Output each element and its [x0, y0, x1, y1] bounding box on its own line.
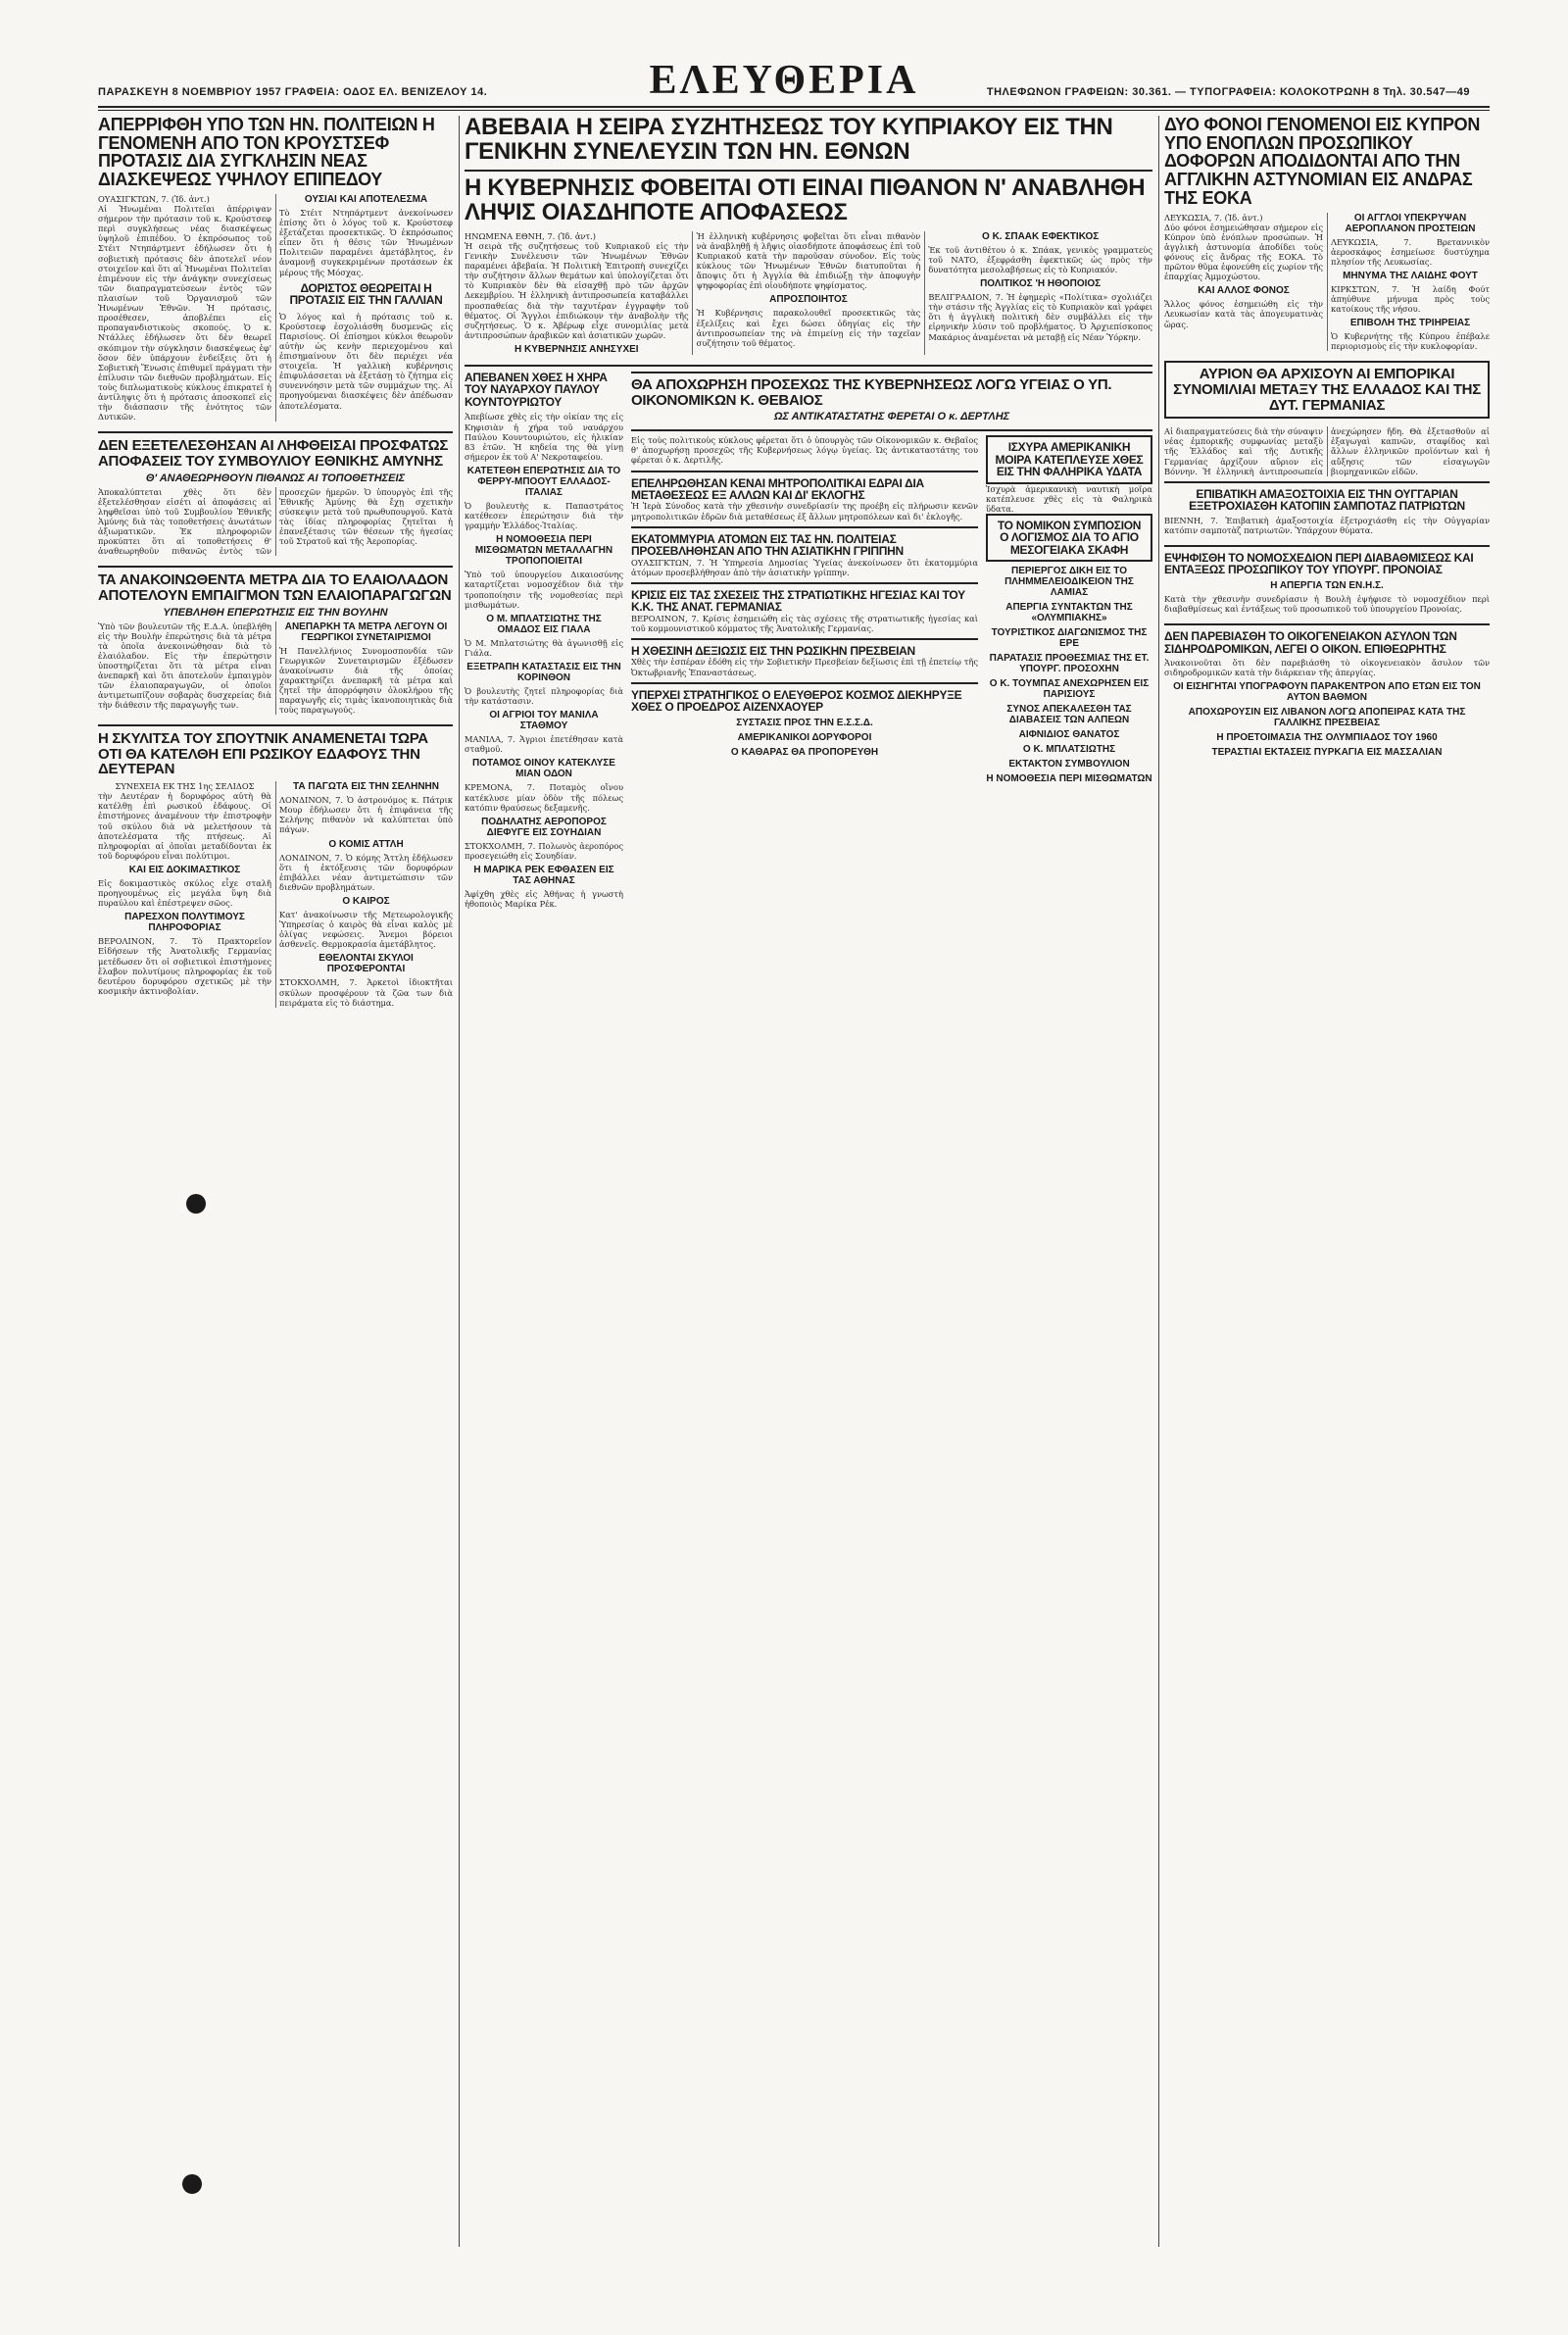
article-body: Ἡ Ἱερὰ Σύνοδος κατὰ τὴν χθεσινὴν συνεδρίασίν της προέβη εἰς πλήρωσιν κενῶν μητροπολιτικῶν ἑδρῶν διὰ μεταθέσεως ἐξ ἄλλων μητροπόλεων καὶ δι' ἐκλογῆς. — [631, 501, 978, 522]
story-divider — [465, 365, 1152, 367]
subheading: Η ΚΥΒΕΡΝΗΣΙΣ ΑΝΗΣΥΧΕΙ — [514, 344, 639, 356]
middle-subcolumn-left — [465, 372, 623, 909]
lead-headline: ΑΒΕΒΑΙΑ Η ΣΕΙΡΑ ΣΥΖΗΤΗΣΕΩΣ ΤΟΥ ΚΥΠΡΙΑΚΟΥ ΕΙΣ ΤΗΝ ΓΕΝΙΚΗΝ ΣΥΝΕΛΕΥΣΙΝ ΤΩΝ ΗΝ. ΕΘΝΩΝ — [465, 116, 1113, 165]
subheading: ΕΞΕΤΡΑΠΗ ΚΑΤΑΣΤΑΣΙΣ ΕΙΣ ΤΗΝ ΚΟΡΙΝΘΟΝ — [466, 661, 621, 683]
left-column — [98, 116, 453, 2247]
dateline: ΟΥΑΣΙΓΚΤΩΝ, 7. (Ἰδ. ἀντ.) — [98, 193, 210, 204]
newspaper-title: ΕΛΕΥΘΕΡΙΑ — [649, 58, 919, 103]
article-body: ΚΙΡΚΣΤΩΝ, 7. Ἡ λαίδη Φούτ ἀπηύθυνε μήνυμα πρὸς τοὺς κατοίκους τῆς νήσου. — [1331, 283, 1490, 315]
masthead-phones: ΤΗΛΕΦΩΝΟΝ ΓΡΑΦΕΙΩΝ: 30.361. — ΤΥΠΟΓΡΑΦΕΙΑ: ΚΟΛΟΚΟΤΡΩΝΗ 8 Τηλ. 30.547—49 — [986, 86, 1470, 98]
article-body: Ἡ Κυβέρνησις παρακολουθεῖ προσεκτικῶς τὰς ἐξελίξεις καὶ ἔχει δώσει ὁδηγίας εἰς τὴν ἀντιπροσωπείαν της νὰ ἐπιμείνῃ εἰς τὴν ταχεῖαν συζήτησιν τοῦ θέματος. — [696, 308, 921, 348]
right-column — [1164, 116, 1490, 2247]
article-body: Ὑπὸ τοῦ ὑπουργείου Δικαιοσύνης καταρτίζεται νομοσχέδιον διὰ τὴν τροποποίησιν τῆς νομοθεσίας περὶ μισθωμάτων. — [465, 570, 623, 610]
subheading: ΠΑΡΑΤΑΣΙΣ ΠΡΟΘΕΣΜΙΑΣ ΤΗΣ ΕΤ. ΥΠΟΥΡΓ. ΠΡΟΣΟΧΗΝ — [989, 653, 1150, 675]
subheading: ΟΙ ΑΓΡΙΟΙ ΤΟΥ ΜΑΝΙΛΑ ΣΤΑΘΜΟΥ — [489, 710, 599, 732]
article-body: ΜΑΝΙΛΑ, 7. Ἀγριοι ἐπετέθησαν κατὰ σταθμοῦ. — [465, 734, 623, 755]
article-body: Ἰσχυρὰ ἀμερικανικὴ ναυτικὴ μοῖρα κατέπλευσε χθὲς εἰς τὰ Φαληρικὰ ὕδατα. — [986, 483, 1152, 514]
article-body: Αἱ διαπραγματεύσεις διὰ τὴν σύναψιν νέας ἐμπορικῆς συμφωνίας μεταξὺ τῆς Ἑλλάδος καὶ τῆς Δυτικῆς Γερμανίας ἀρχίζουν αὔριον εἰς Βόννην. Ἡ ἑλληνικὴ ἀντιπροσωπεία ἀνεχώρησεν ἤδη. Θὰ ἐξετασθοῦν αἱ ἐξαγωγαὶ καπνῶν, σταφίδος καὶ ἄλλων ἑλληνικῶν προϊόντων καὶ ἡ αὔξησις τῶν εἰσαγωγῶν βιομηχανικῶν εἰδῶν. — [1164, 426, 1490, 476]
article-body: ΚΡΕΜΟΝΑ, 7. Ποταμὸς οἴνου κατέκλυσε μίαν ὁδὸν τῆς πόλεως κατόπιν θραύσεως δεξαμενῆς. — [465, 782, 623, 813]
article-body: τὴν Δευτέραν ἡ δορυφόρος αὐτὴ θὰ κατέλθῃ ἐπὶ ρωσικοῦ ἐδάφους. Οἱ ἐπιστήμονες ἀναμένουν τὴν ἐπιστροφὴν τοῦ σκύλου διὰ νὰ μελετήσουν τὰ ἀποτελέσματα τῆς πτήσεως. Αἱ πληροφορίαι αἱ ὁποῖαι μεταδίδονται ἐκ τοῦ δορυφόρου εἶναι πολύτιμοι. — [98, 791, 271, 861]
article-body: Ἀποκαλύπτεται χθὲς ὅτι δὲν ἐξετελέσθησαν εἰσέτι αἱ ἀποφάσεις αἱ ληφθεῖσαι ὑπὸ τοῦ Συμβουλίου Ἐθνικῆς Ἀμύνης διὰ τὰς τοποθετήσεις ἀνωτάτων ἀξιωματικῶν. Ἐκ πληροφοριῶν προκύπτει ὅτι αἱ τοποθετήσεις θ' ἀναθεωρηθοῦν πιθανῶς ἐντὸς τῶν προσεχῶν ἡμερῶν. Ὁ ὑπουργὸς ἐπὶ τῆς Ἐθνικῆς Ἀμύνης θὰ ἔχῃ σχετικὴν σύσκεψιν μετὰ τοῦ πρωθυπουργοῦ. Κατὰ τὰς ἰδίας πληροφορίας ζητεῖται ἡ ἐπανεξέτασις τῶν θέσεων τῆς ἡγεσίας τοῦ Στρατοῦ καὶ τῆς Ἀεροπορίας. — [98, 486, 453, 557]
subheading: ΑΜΕΡΙΚΑΝΙΚΟΙ ΔΟΡΥΦΟΡΟΙ — [737, 731, 872, 743]
story-defense-council — [98, 438, 453, 556]
headline: ΕΠΕΛΗΡΩΘΗΣΑΝ ΚΕΝΑΙ ΜΗΤΡΟΠΟΛΙΤΙΚΑΙ ΕΔΡΑΙ ΔΙΑ ΜΕΤΑΘΕΣΕΩΣ ΕΞ ΑΛΛΩΝ ΚΑΙ ΔΙ' ΕΚΛΟΓΗΣ — [631, 475, 924, 502]
subheading: Η ΑΠΕΡΓΙΑ ΤΩΝ ΕΝ.Η.Σ. — [1270, 579, 1384, 591]
article-body: Ἐκ τοῦ ἀντιθέτου ὁ κ. Σπάακ, γενικὸς γραμματεὺς τοῦ ΝΑΤΟ, ἐξεφράσθη ἐφεκτικῶς ὡς πρὸς τὴν δυνατότητα μεσολαβήσεως εἰς τὸ Κυπριακόν. — [928, 244, 1152, 275]
headline: ΥΠΕΡΧΕΙ ΣΤΡΑΤΗΓΙΚΟΣ Ο ΕΛΕΥΘΕΡΟΣ ΚΟΣΜΟΣ ΔΙΕΚΗΡΥΞΕ ΧΘΕΣ Ο ΠΡΟΕΔΡΟΣ ΑΙΖΕΝΧΑΟΥΕΡ — [631, 687, 962, 715]
subheading: ΕΘΕΛΟΝΤΑΙ ΣΚΥΛΟΙ ΠΡΟΣΦΕΡΟΝΤΑΙ — [318, 953, 414, 975]
story-olive-oil — [98, 572, 453, 715]
deck: ΩΣ ΑΝΤΙΚΑΤΑΣΤΑΤΗΣ ΦΕΡΕΤΑΙ Ο κ. ΔΕΡΤΛΗΣ — [773, 411, 1010, 423]
story-divider — [1164, 623, 1490, 625]
article-body: Ἡ Πανελλήνιος Συνομοσπονδία τῶν Γεωργικῶν Συνεταιρισμῶν ἐξέδωσεν ἀνακοίνωσιν διὰ τῆς ὁποίας χαρακτηρίζει ἀνεπαρκῆ τὰ μέτρα καὶ ζητεῖ τὴν ἀπορρόφησιν ὁλοκλήρου τῆς παραγωγῆς εἰς τιμὰς ἱκανοποιητικὰς διὰ τοὺς παραγωγούς. — [279, 645, 453, 716]
story-divider — [631, 526, 978, 528]
article-body: ΟΥΑΣΙΓΚΤΩΝ, 7. Ἡ Ὑπηρεσία Δημοσίας Ὑγείας ἀνεκοίνωσεν ὅτι ἑκατομμύρια ἀτόμων προσεβλήθησαν ἀπὸ τὴν ἀσιατικὴν γρίππην. — [631, 557, 978, 577]
subheading: Η ΝΟΜΟΘΕΣΙΑ ΠΕΡΙ ΜΙΣΘΩΜΑΤΩΝ ΜΕΤΑΛΛΑΓΗΝ ΤΡΟΠΟΠΟΙΕΙΤΑΙ — [474, 534, 613, 568]
subheading: ΠΟΔΗΛΑΤΗΣ ΑΕΡΟΠΟΡΟΣ ΔΙΕΦΥΓΕ ΕΙΣ ΣΟΥΗΔΙΑΝ — [481, 816, 607, 838]
subheading: ΤΟΥΡΙΣΤΙΚΟΣ ΔΙΑΓΩΝΙΣΜΟΣ ΤΗΣ ΕΡΕ — [991, 627, 1148, 650]
article-body: ΛΟΝΔΙΝΟΝ, 7. Ὁ ἀστρονόμος κ. Πάτρικ Μουρ ἐδήλωσεν ὅτι ἡ ἐπιφάνεια τῆς Σελήνης πιθανὸν νὰ καλύπτεται ὑπὸ πάγων. — [279, 795, 453, 835]
story-thevaios — [631, 372, 1152, 431]
subheading: Ο ΚΑΘΑΡΑΣ ΘΑ ΠΡΟΠΟΡΕΥΘΗ — [730, 746, 879, 758]
article-body: ΣΤΟΚΧΟΛΜΗ, 7. Πολωνὸς ἀεροπόρος προσεγειώθη εἰς Σουηδίαν. — [465, 840, 623, 861]
headline: ΔΕΝ ΕΞΕΤΕΛΕΣΘΗΣΑΝ ΑΙ ΛΗΦΘΕΙΣΑΙ ΠΡΟΣΦΑΤΩΣ ΑΠΟΦΑΣΕΙΣ ΤΟΥ ΣΥΜΒΟΥΛΙΟΥ ΕΘΝΙΚΗΣ ΑΜΥΝΗΣ — [98, 437, 449, 470]
story-divider — [98, 566, 453, 568]
headline: ΕΚΑΤΟΜΜΥΡΙΑ ΑΤΟΜΩΝ ΕΙΣ ΤΑΣ ΗΝ. ΠΟΛΙΤΕΙΑΣ ΠΡΟΣΕΒΛΗΘΗΣΑΝ ΑΠΟ ΤΗΝ ΑΣΙΑΤΙΚΗΝ ΓΡΙΠΠΗΝ — [631, 531, 904, 559]
story-divider — [1164, 481, 1490, 483]
story-legal-symposium — [986, 514, 1152, 562]
headline: ΔΥΟ ΦΟΝΟΙ ΓΕΝΟΜΕΝΟΙ ΕΙΣ ΚΥΠΡΟΝ ΥΠΟ ΕΝΟΠΛΩΝ ΠΡΟΣΩΠΙΚΟΥ ΔΟΦΟΡΩΝ ΑΠΟΔΙΔΟΝΤΑΙ ΑΠΟ ΤΗΝ ΑΓΓΛΙΚΗΝ ΑΣΤΥΝΟΜΙΑΝ ΕΙΣ ΑΝΔΡΑΣ ΤΗΣ ΕΟΚΑ — [1164, 116, 1481, 208]
story-hungary-train — [1164, 488, 1490, 535]
article-body: Ἡ ἑλληνικὴ κυβέρνησις φοβεῖται ὅτι εἶναι πιθανὸν νὰ ἀναβληθῇ ἡ λῆψις οἱασδήποτε ἀποφάσεως ἐπὶ τοῦ Κυπριακοῦ κατὰ τὴν παροῦσαν σύνοδον. Εἰς τοὺς κύκλους τῶν Ἡνωμένων Ἐθνῶν διατυποῦται ἡ ἄποψις ὅτι ἡ Ἀγγλία θὰ ἐπιδιώξῃ τὴν ἀποφυγὴν ψηφοφορίας ἐπὶ οἱουδήποτε ψηφίσματος. — [696, 230, 921, 291]
story-trade-talks — [1164, 361, 1490, 419]
article-body: Ἀφίχθη χθὲς εἰς Ἀθήνας ἡ γνωστὴ ἠθοποιὸς Μαρίκα Ρέκ. — [465, 888, 623, 910]
article-body: Εἰς τοὺς πολιτικοὺς κύκλους φέρεται ὅτι ὁ ὑπουργὸς τῶν Οἰκονομικῶν κ. Θεβαῖος θ' ἀποχωρήσῃ προσεχῶς τῆς Κυβερνήσεως λόγῳ ὑγείας. Ὡς ἀντικαταστάτης του φέρεται ὁ κ. Δερτιλῆς. — [631, 435, 978, 466]
subheading: ΑΠΕΡΓΙΑ ΣΥΝΤΑΚΤΩΝ ΤΗΣ «ΟΛΥΜΠΙΑΚΗΣ» — [1005, 602, 1133, 624]
headline: ΤΑ ΑΝΑΚΟΙΝΩΘΕΝΤΑ ΜΕΤΡΑ ΔΙΑ ΤΟ ΕΛΑΙΟΛΑΔΟΝ ΑΠΟΤΕΛΟΥΝ ΕΜΠΑΙΓΜΟΝ ΤΩΝ ΕΛΑΙΟΠΑΡΑΓΩΓΩΝ — [98, 571, 452, 604]
headline: ΚΡΙΣΙΣ ΕΙΣ ΤΑΣ ΣΧΕΣΕΙΣ ΤΗΣ ΣΤΡΑΤΙΩΤΙΚΗΣ ΗΓΕΣΙΑΣ ΚΑΙ ΤΟΥ Κ.Κ. ΤΗΣ ΑΝΑΤ. ΓΕΡΜΑΝΙΑΣ — [631, 587, 965, 615]
subheading: ΑΝΕΠΑΡΚΗ ΤΑ ΜΕΤΡΑ ΛΕΓΟΥΝ ΟΙ ΓΕΩΡΓΙΚΟΙ ΣΥΝΕΤΑΙΡΙΣΜΟΙ — [284, 621, 448, 643]
deck: Θ' ΑΝΑΘΕΩΡΗΘΟΥΝ ΠΙΘΑΝΩΣ ΑΙ ΤΟΠΟΘΕΤΗΣΕΙΣ — [145, 472, 406, 484]
subheading: Ο Κ. ΜΠΛΑΤΣΙΩΤΗΣ — [1022, 744, 1116, 756]
subheading: Ο ΚΑΙΡΟΣ — [342, 895, 390, 907]
column-divider — [459, 116, 460, 2247]
article-body: ΒΕΡΟΛΙΝΟΝ, 7. Τὸ Πρακτορεῖον Εἰδήσεων τῆς Ἀνατολικῆς Γερμανίας μετέδωσεν ὅτι οἱ σοβιετικοὶ ἐπιστήμονες ἔλαβον πολυτίμους πληροφορίας ἐκ τοῦ δευτέρου δορυφόρου σχετικῶς μὲ τὴν κοσμικὴν ἀκτινοβολίαν. — [98, 936, 271, 996]
article-body: Ὁ Κυβερνήτης τῆς Κύπρου ἐπέβαλε περιορισμοὺς εἰς τὴν κυκλοφορίαν. — [1331, 331, 1490, 352]
subheading: Η ΜΑΡΙΚΑ ΡΕΚ ΕΦΘΑΣΕΝ ΕΙΣ ΤΑΣ ΑΘΗΝΑΣ — [473, 864, 614, 886]
article-body: Ὑπὸ τῶν βουλευτῶν τῆς Ε.Δ.Α. ὑπεβλήθη εἰς τὴν Βουλὴν ἐπερώτησις διὰ τὰ μέτρα τὰ ὁποῖα ἀνεκοινώθησαν διὰ τὸ ἐλαιόλαδον. Εἰς τὴν ἐπερώτησιν ὑποστηρίζεται ὅτι τὰ μέτρα εἶναι ἀνεπαρκῆ καὶ ὅτι ἀποτελοῦν ἐμπαιγμὸν τῶν ἐλαιοπαραγωγῶν, οἱ ὁποῖοι ἀντιμετωπίζουν σοβαρὰς δυσχερείας διὰ τὴν διάθεσιν τῆς παραγωγῆς των. — [98, 621, 271, 711]
subheading: ΟΙ ΑΓΓΛΟΙ ΥΠΕΚΡΥΨΑΝ ΑΕΡΟΠΛΑΝΟΝ ΠΡΟΣΤΕΙΩΝ — [1345, 212, 1476, 234]
article-body: Ἄλλος φόνος ἐσημειώθη εἰς τὴν Λευκωσίαν κατὰ τὰς ἀπογευματινὰς ὥρας. — [1164, 299, 1323, 329]
article-body: ΒΙΕΝΝΗ, 7. Ἐπιβατικὴ ἁμαξοστοιχία ἐξετροχιάσθη εἰς τὴν Οὐγγαρίαν κατόπιν σαμποτὰζ πατριωτῶν. Ὑπάρχουν θύματα. — [1164, 515, 1490, 535]
subheading: ΚΑΤΕΤΕΘΗ ΕΠΕΡΩΤΗΣΙΣ ΔΙΑ ΤΟ ΦΕΡΡΥ-ΜΠΟΟΥΤ ΕΛΛΑΔΟΣ-ΙΤΑΛΙΑΣ — [466, 465, 621, 498]
article-body: Ἀνακοινοῦται ὅτι δὲν παρεβιάσθη τὸ οἰκογενειακὸν ἄσυλον τῶν σιδηροδρομικῶν κατὰ τὴν διάρκειαν τῆς ἀπεργίας. — [1164, 658, 1490, 678]
middle-subcolumn-right — [631, 372, 1152, 909]
masthead-rule — [98, 106, 1490, 108]
article-body: ΒΕΛΙΓΡΑΔΙΟΝ, 7. Ἡ ἐφημερὶς «Πολίτικα» σχολιάζει τὴν στάσιν τῆς Ἀγγλίας εἰς τὸ Κυπριακὸν καὶ γράφει ὅτι ἡ ἀγγλικὴ πολιτικὴ δὲν συμβάλλει εἰς τὴν εἰρηνικὴν λύσιν τοῦ προβλήματος. Ὁ Ἀρχιεπίσκοπος Μακάριος ἀναμένεται νὰ μεταβῇ εἰς Νέαν Ὑόρκην. — [928, 292, 1152, 342]
headline: ΤΟ ΝΟΜΙΚΟΝ ΣΥΜΠΟΣΙΟΝ Ο ΛΟΓΙΣΜΟΣ ΔΙΑ ΤΟ ΑΓΙΟ ΜΕΣΟΓΕΙΑΚΑ ΣΚΑΦΗ — [997, 518, 1142, 557]
story-railway-asylum — [1164, 630, 1490, 758]
article-body: Ὁ βουλευτὴς ζητεῖ πληροφορίας διὰ τὴν κατάστασιν. — [465, 685, 623, 707]
subheading: ΜΗΝΥΜΑ ΤΗΣ ΛΑΙΔΗΣ ΦΟΥΤ — [1343, 270, 1478, 281]
story-divider — [631, 582, 978, 584]
headline-divider — [465, 170, 1152, 172]
dateline: ΛΕΥΚΩΣΙΑ, 7. (Ἰδ. ἀντ.) — [1164, 212, 1263, 223]
subheading: ΠΑΡΕΣΧΟΝ ΠΟΛΥΤΙΜΟΥΣ ΠΛΗΡΟΦΟΡΙΑΣ — [124, 912, 245, 934]
subheading: Η ΝΟΜΟΘΕΣΙΑ ΠΕΡΙ ΜΙΣΘΩΜΑΤΩΝ — [986, 773, 1152, 785]
headline: ΑΠΕΡΡΙΦΘΗ ΥΠΟ ΤΩΝ ΗΝ. ΠΟΛΙΤΕΙΩΝ Η ΓΕΝΟΜΕΝΗ ΑΠΟ ΤΟΝ ΚΡΟΥΣΤΣΕΦ ΠΡΟΤΑΣΙΣ ΔΙΑ ΣΥΓΚΛΗΣΙΝ ΝΕΑΣ ΔΙΑΣΚΕΨΕΩΣ ΥΨΗΛΟΥ ΕΠΙΠΕΔΟΥ — [98, 116, 435, 190]
subheading: Ο ΚΟΜΙΣ ΑΤΤΛΗ — [328, 838, 404, 850]
article-body: ΣΤΟΚΧΟΛΜΗ, 7. Ἀρκετοὶ ἰδιοκτῆται σκύλων προσφέρουν τὰ ζῶα των διὰ πειράματα εἰς τὸ διάστημα. — [279, 977, 453, 1008]
deck: ΥΠΕΒΛΗΘΗ ΕΠΕΡΩΤΗΣΙΣ ΕΙΣ ΤΗΝ ΒΟΥΛΗΝ — [163, 606, 388, 619]
story-divider — [631, 471, 978, 472]
middle-column — [465, 116, 1152, 2247]
story-khrushchev-proposal — [98, 116, 453, 422]
subheading: Ο Μ. ΜΠΛΑΤΣΙΩΤΗΣ ΤΗΣ ΟΜΑΔΟΣ ΕΙΣ ΓΙΑΛΑ — [486, 613, 602, 635]
headline: Η ΧΘΕΣΙΝΗ ΔΕΞΙΩΣΙΣ ΕΙΣ ΤΗΝ ΡΩΣΙΚΗΝ ΠΡΕΣΒΕΙΑΝ — [631, 644, 915, 658]
subheading: ΚΑΙ ΑΛΛΟΣ ΦΟΝΟΣ — [1198, 285, 1290, 297]
story-divider — [1164, 545, 1490, 547]
subheading: ΕΠΙΒΟΛΗ ΤΗΣ ΤΡΙΗΡΕΙΑΣ — [1349, 318, 1471, 329]
article-body: Τὸ Στέιτ Ντηπάρτμεντ ἀνεκοίνωσεν ἐπίσης ὅτι ὁ λόγος τοῦ κ. Κρούστσεφ ἐξετάζεται προσεκτικῶς. Ὁ ἐκπρόσωπος εἶπεν ὅτι ἡ θέσις τῶν Ἡνωμένων Πολιτειῶν παραμένει ἀμετάβλητος, ἐν ἀναμονῇ συγκεκριμένων προτάσεων ἐκ μέρους τῆς Μόσχας. — [279, 207, 453, 277]
dateline: ΗΝΩΜΕΝΑ ΕΘΝΗ, 7. (Ἰδ. ἀντ.) — [465, 230, 596, 241]
subheading: ΟΙ ΕΙΣΗΓΗΤΑΙ ΥΠΟΓΡΑΦΟΥΝ ΠΑΡΑΚΕΝΤΡΟΝ ΑΠΟ ΕΤΩΝ ΕΙΣ ΤΟΝ ΑΥΤΟΝ ΒΑΘΜΟΝ — [1173, 681, 1481, 704]
column-divider — [1158, 116, 1159, 2247]
subheading: ΟΥΣΙΑΙ ΚΑΙ ΑΠΟΤΕΛΕΣΜΑ — [304, 193, 428, 205]
article-body: Αἱ Ἡνωμέναι Πολιτεῖαι ἀπέρριψαν σήμερον τὴν πρότασιν τοῦ κ. Κρούστσεφ περὶ συγκλήσεως νέας διασκέψεως ὑψηλοῦ ἐπιπέδου. Ὁ ἐκπρόσωπος τοῦ Στέιτ Ντηπάρτμεντ ἐδήλωσεν ὅτι ἡ σοβιετικὴ πρότασις δὲν ἀποτελεῖ νέον στοιχεῖον καὶ ὅτι αἱ Ἡνωμέναι Πολιτεῖαι ἐπιμένουν εἰς τὴν ἀνάγκην συνεχίσεως τῶν διαπραγματεύσεων ἐντὸς τῶν πλαισίων τοῦ Ὀργανισμοῦ τῶν Ἡνωμένων Ἐθνῶν. Ἡ πρότασις, προσέθεσεν, ἀποβλέπει εἰς προπαγανδιστικοὺς σκοπούς. Ὁ κ. Ντάλλες ἐδήλωσεν ὅτι δὲν θεωρεῖ σκόπιμον τὴν σύγκλησιν διασκέψεως ἐφ' ὅσον δὲν ὑπάρχουν ἐνδείξεις ὅτι ἡ Σοβιετικὴ Ἕνωσις ἐπιθυμεῖ πράγματι τὴν ἐπίλυσιν τῶν διεθνῶν προβλημάτων. Εἰς τοὺς διπλωματικοὺς κύκλους ἐπικρατεῖ ἡ ἀντίληψις ὅτι ἡ πρότασις ἀποσκοπεῖ εἰς τὴν διάσπασιν τῆς ἑνότητος τῶν Δυτικῶν. — [98, 203, 271, 422]
headline: Η ΣΚΥΛΙΤΣΑ ΤΟΥ ΣΠΟΥΤΝΙΚ ΑΝΑΜΕΝΕΤΑΙ ΤΩΡΑ ΟΤΙ ΘΑ ΚΑΤΕΛΘΗ ΕΠΙ ΡΩΣΙΚΟΥ ΕΔΑΦΟΥΣ ΤΗΝ ΔΕΥΤΕΡΑΝ — [98, 730, 428, 778]
story-sputnik-dog — [98, 731, 453, 1007]
subheadline: ΔΟΡΙΣΤΟΣ ΘΕΩΡΕΙΤΑΙ Η ΠΡΟΤΑΣΙΣ ΕΙΣ ΤΗΝ ΓΑΛΛΙΑΝ — [289, 280, 443, 308]
article-body: ΛΟΝΔΙΝΟΝ, 7. Ὁ κόμης Ἄττλη ἐδήλωσεν ὅτι ἡ ἐκτόξευσις τῶν δορυφόρων ἐπιβάλλει νέαν ἀντιμετώπισιν τῶν διεθνῶν προβλημάτων. — [279, 852, 453, 892]
story-welfare-bill — [1164, 552, 1490, 614]
headline: ΑΠΕΒΑΝΕΝ ΧΘΕΣ Η ΧΗΡΑ ΤΟΥ ΝΑΥΑΡΧΟΥ ΠΑΥΛΟΥ ΚΟΥΝΤΟΥΡΙΩΤΟΥ — [465, 371, 608, 409]
story-cyprus-murders — [1164, 116, 1490, 351]
article-body: Ὁ Μ. Μπλατσιώτης θὰ ἀγωνισθῇ εἰς Γιάλα. — [465, 637, 623, 658]
headline: ΕΠΙΒΑΤΙΚΗ ΑΜΑΞΟΣΤΟΙΧΙΑ ΕΙΣ ΤΗΝ ΟΥΓΓΑΡΙΑΝ ΕΞΕΤΡΟΧΙΑΣΘΗ ΚΑΤΟΠΙΝ ΣΑΜΠΟΤΑΖ ΠΑΤΡΙΩΤΩΝ — [1189, 486, 1465, 514]
subheading: Ο Κ. ΤΟΥΜΠΑΣ ΑΝΕΧΩΡΗΣΕΝ ΕΙΣ ΠΑΡΙΣΙΟΥΣ — [989, 678, 1150, 701]
article-body: Εἰς δοκιμαστικὸς σκύλος εἶχε σταλῆ προηγουμένως εἰς μεγάλα ὕψη διὰ πυραύλου καὶ ἐπέστρεψεν σῶος. — [98, 877, 271, 909]
story-divider — [631, 682, 978, 684]
subheading: ΣΥΝΟΣ ΑΠΕΚΑΛΕΣΘΗ ΤΑΣ ΔΙΑΒΑΣΕΙΣ ΤΩΝ ΑΛΠΕΩΝ — [1006, 704, 1132, 726]
subheading: ΠΟΛΙΤΙΚΟΣ 'Η ΗΘΟΠΟΙΟΣ — [980, 278, 1102, 290]
article-body: Χθὲς τὴν ἑσπέραν ἐδόθη εἰς τὴν Σοβιετικὴν Πρεσβείαν δεξίωσις ἐπὶ τῇ ἐπετείῳ τῆς Ὀκτωβριανῆς Ἐπαναστάσεως. — [631, 657, 978, 677]
story-divider — [98, 724, 453, 726]
article-body: Κατ' ἀνακοίνωσιν τῆς Μετεωρολογικῆς Ὑπηρεσίας ὁ καιρὸς θὰ εἶναι καλὸς μὲ ὀλίγας νεφώσεις. Ἄνεμοι βόρειοι ἀσθενεῖς. Θερμοκρασία ἀμετάβλητος. — [279, 909, 453, 950]
article-body: ΛΕΥΚΩΣΙΑ, 7. Βρεταννικὸν ἀεροσκάφος ἐσημείωσε δυστύχημα πλησίον τῆς Λευκωσίας. — [1331, 236, 1490, 267]
article-body: Ἡ σειρὰ τῆς συζητήσεως τοῦ Κυπριακοῦ εἰς τὴν Γενικὴν Συνέλευσιν τῶν Ἡνωμένων Ἐθνῶν παραμένει ἀβεβαία. Ἡ Πολιτικὴ Ἐπιτροπὴ συνεχίζει τὴν συζήτησιν ἄλλων θεμάτων καὶ ὑπολογίζεται ὅτι τὸ Κυπριακὸν δὲν θὰ εἰσαχθῇ πρὸ τῶν ἀρχῶν Δεκεμβρίου. Ἡ ἑλληνικὴ ἀντιπροσωπεία καταβάλλει προσπαθείας διὰ τὴν ταχυτέραν ἐγγραφὴν τοῦ θέματος. Οἱ Ἄγγλοι ἐπιδιώκουν τὴν ἀναβολὴν τῆς συζητήσεως. Ὁ κ. Ἀβέρωφ εἶχε συνομιλίας μετὰ ἀντιπροσώπων ἀραβικῶν καὶ ἀσιατικῶν χωρῶν. — [465, 240, 689, 340]
article-body: ΒΕΡΟΛΙΝΟΝ, 7. Κρίσις ἐσημειώθη εἰς τὰς σχέσεις τῆς στρατιωτικῆς ἡγεσίας καὶ τοῦ κομμουνιστικοῦ κόμματος τῆς Ἀνατολικῆς Γερμανίας. — [631, 613, 978, 633]
headline: ΙΣΧΥΡΑ ΑΜΕΡΙΚΑΝΙΚΗ ΜΟΙΡΑ ΚΑΤΕΠΛΕΥΣΕ ΧΘΕΣ ΕΙΣ ΤΗΝ ΦΑΛΗΡΙΚΑ ΥΔΑΤΑ — [995, 440, 1144, 479]
ink-blot — [182, 2174, 202, 2194]
headline: ΕΨΗΦΙΣΘΗ ΤΟ ΝΟΜΟΣΧΕΔΙΟΝ ΠΕΡΙ ΔΙΑΒΑΘΜΙΣΕΩΣ ΚΑΙ ΕΝΤΑΞΕΩΣ ΠΡΟΣΩΠΙΚΟΥ ΤΟΥ ΥΠΟΥΡΓ. ΠΡΟΝΟΙΑΣ — [1164, 550, 1474, 577]
continuation-note: ΣΥΝΕΧΕΙΑ ΕΚ ΤΗΣ 1ης ΣΕΛΙΔΟΣ — [115, 781, 255, 792]
subheading: ΠΕΡΙΕΡΓΟΣ ΔΙΚΗ ΕΙΣ ΤΟ ΠΛΗΜΜΕΛΕΙΟΔΙΚΕΙΟΝ ΤΗΣ ΛΑΜΙΑΣ — [1004, 566, 1134, 599]
masthead-rule-thin — [98, 110, 1490, 111]
subheading: ΕΚΤΑΚΤΟΝ ΣΥΜΒΟΥΛΙΟΝ — [1008, 759, 1130, 770]
article-body: Ὁ βουλευτὴς κ. Παπαστράτος κατέθεσεν ἐπερώτησιν διὰ τὴν γραμμὴν Ἑλλάδος-Ἰταλίας. — [465, 500, 623, 531]
article-body: Δύο φόνοι ἐσημειώθησαν σήμερον εἰς Κύπρον ὑπὸ ἐνόπλων προσώπων. Ἡ ἀγγλικὴ ἀστυνομία ἀποδίδει τοὺς φόνους εἰς ἄνδρας τῆς ΕΟΚΑ. Τὸ πρῶτον θῦμα ἐφονεύθη εἰς χωρίον τῆς ἐπαρχίας Ἀμμοχώστου. — [1164, 222, 1323, 282]
headline: ΔΕΝ ΠΑΡΕΒΙΑΣΘΗ ΤΟ ΟΙΚΟΓΕΝΕΙΑΚΟΝ ΑΣΥΛΟΝ ΤΩΝ ΣΙΔΗΡΟΔΡΟΜΙΚΩΝ, ΛΕΓΕΙ Ο ΟΙΚΟΝ. ΕΠΙΘΕΩΡΗΤΗΣ — [1164, 629, 1457, 656]
subheading: ΣΥΣΤΑΣΙΣ ΠΡΟΣ ΤΗΝ Ε.Σ.Σ.Δ. — [736, 717, 873, 728]
article-body: Ἀπεβίωσε χθὲς εἰς τὴν οἰκίαν της εἰς Κηφισιὰν ἡ χήρα τοῦ ναυάρχου Παύλου Κουντουριώτου, εἰς ἡλικίαν 83 ἐτῶν. Ἡ κηδεία της θὰ γίνῃ σήμερον ἐκ τοῦ Α' Νεκροταφείου. — [465, 412, 623, 462]
headline: ΘΑ ΑΠΟΧΩΡΗΣΗ ΠΡΟΣΕΧΩΣ ΤΗΣ ΚΥΒΕΡΝΗΣΕΩΣ ΛΟΓΩ ΥΓΕΙΑΣ Ο ΥΠ. ΟΙΚΟΝΟΜΙΚΩΝ Κ. ΘΕΒΑΙΟΣ — [631, 376, 1112, 409]
subheading: ΑΙΦΝΙΔΙΟΣ ΘΑΝΑΤΟΣ — [1018, 729, 1120, 741]
story-divider — [98, 431, 453, 433]
masthead-date-address: ΠΑΡΑΣΚΕΥΗ 8 ΝΟΕΜΒΡΙΟΥ 1957 ΓΡΑΦΕΙΑ: ΟΔΟΣ ΕΛ. ΒΕΝΙΖΕΛΟΥ 14. — [98, 86, 488, 98]
lead-subheadline: Η ΚΥΒΕΡΝΗΣΙΣ ΦΟΒΕΙΤΑΙ ΟΤΙ ΕΙΝΑΙ ΠΙΘΑΝΟΝ Ν' ΑΝΑΒΛΗΘΗ ΛΗΨΙΣ ΟΙΑΣΔΗΠΟΤΕ ΑΠΟΦΑΣΕΩΣ — [465, 174, 1146, 225]
article-body: Ὁ λόγος καὶ ἡ πρότασις τοῦ κ. Κρούστσεφ ἐσχολιάσθη δυσμενῶς εἰς Παρισίους. Οἱ ἐπίσημοι κύκλοι θεωροῦν αὐτὴν ὡς κενὴν περιεχομένου καὶ ἐπισημαίνουν ὅτι δὲν περιέχει νέα στοιχεῖα. Ἡ γαλλικὴ κυβέρνησις ἐπιφυλάσσεται νὰ ἐξετάσῃ τὸ ζήτημα εἰς συνεννόησιν μετὰ τῶν συμμάχων της. Αἱ προηγούμεναι διασκέψεις δὲν ἀπέδωσαν ἀποτελέσματα. — [279, 311, 453, 411]
subheading: ΑΠΟΧΩΡΟΥΣΙΝ ΕΙΣ ΛΙΒΑΝΟΝ ΛΟΓΩ ΑΠΟΠΕΙΡΑΣ ΚΑΤΑ ΤΗΣ ΓΑΛΛΙΚΗΣ ΠΡΕΣΒΕΙΑΣ — [1188, 707, 1466, 729]
story-divider — [631, 638, 978, 640]
subheading: Ο Κ. ΣΠΑΑΚ ΕΦΕΚΤΙΚΟΣ — [982, 230, 1100, 242]
story-us-fleet — [986, 435, 1152, 483]
ink-blot — [186, 1194, 206, 1214]
subheading: ΚΑΙ ΕΙΣ ΔΟΚΙΜΑΣΤΙΚΟΣ — [128, 864, 241, 875]
headline: ΑΥΡΙΟΝ ΘΑ ΑΡΧΙΣΟΥΝ ΑΙ ΕΜΠΟΡΙΚΑΙ ΣΥΝΟΜΙΛΙΑΙ ΜΕΤΑΞΥ ΤΗΣ ΕΛΛΑΔΟΣ ΚΑΙ ΤΗΣ ΔΥΤ. ΓΕΡΜΑΝΙΑΣ — [1173, 366, 1481, 414]
subheading: ΠΟΤΑΜΟΣ ΟΙΝΟΥ ΚΑΤΕΚΛΥΣΕ ΜΙΑΝ ΟΔΟΝ — [472, 758, 615, 780]
article-body: Κατὰ τὴν χθεσινὴν συνεδρίασιν ἡ Βουλὴ ἐψήφισε τὸ νομοσχέδιον περὶ διαβαθμίσεως καὶ ἐντάξεως τοῦ προσωπικοῦ τοῦ ὑπουργείου Προνοίας. — [1164, 593, 1490, 614]
masthead — [78, 57, 1490, 106]
subheading: ΑΠΡΟΣΠΟΙΗΤΟΣ — [769, 294, 848, 306]
subheading: Η ΠΡΟΕΤΟΙΜΑΣΙΑ ΤΗΣ ΟΛΥΜΠΙΑΔΟΣ ΤΟΥ 1960 — [1216, 732, 1438, 744]
lead-story-cyprus-un — [465, 116, 1152, 355]
subheading: ΤΕΡΑΣΤΙΑΙ ΕΚΤΑΣΕΙΣ ΠΥΡΚΑΓΙΑ ΕΙΣ ΜΑΣΣΑΛΙΑΝ — [1211, 747, 1443, 759]
subheading: ΤΑ ΠΑΓΩΤΑ ΕΙΣ ΤΗΝ ΣΕΛΗΝΗΝ — [293, 781, 439, 793]
